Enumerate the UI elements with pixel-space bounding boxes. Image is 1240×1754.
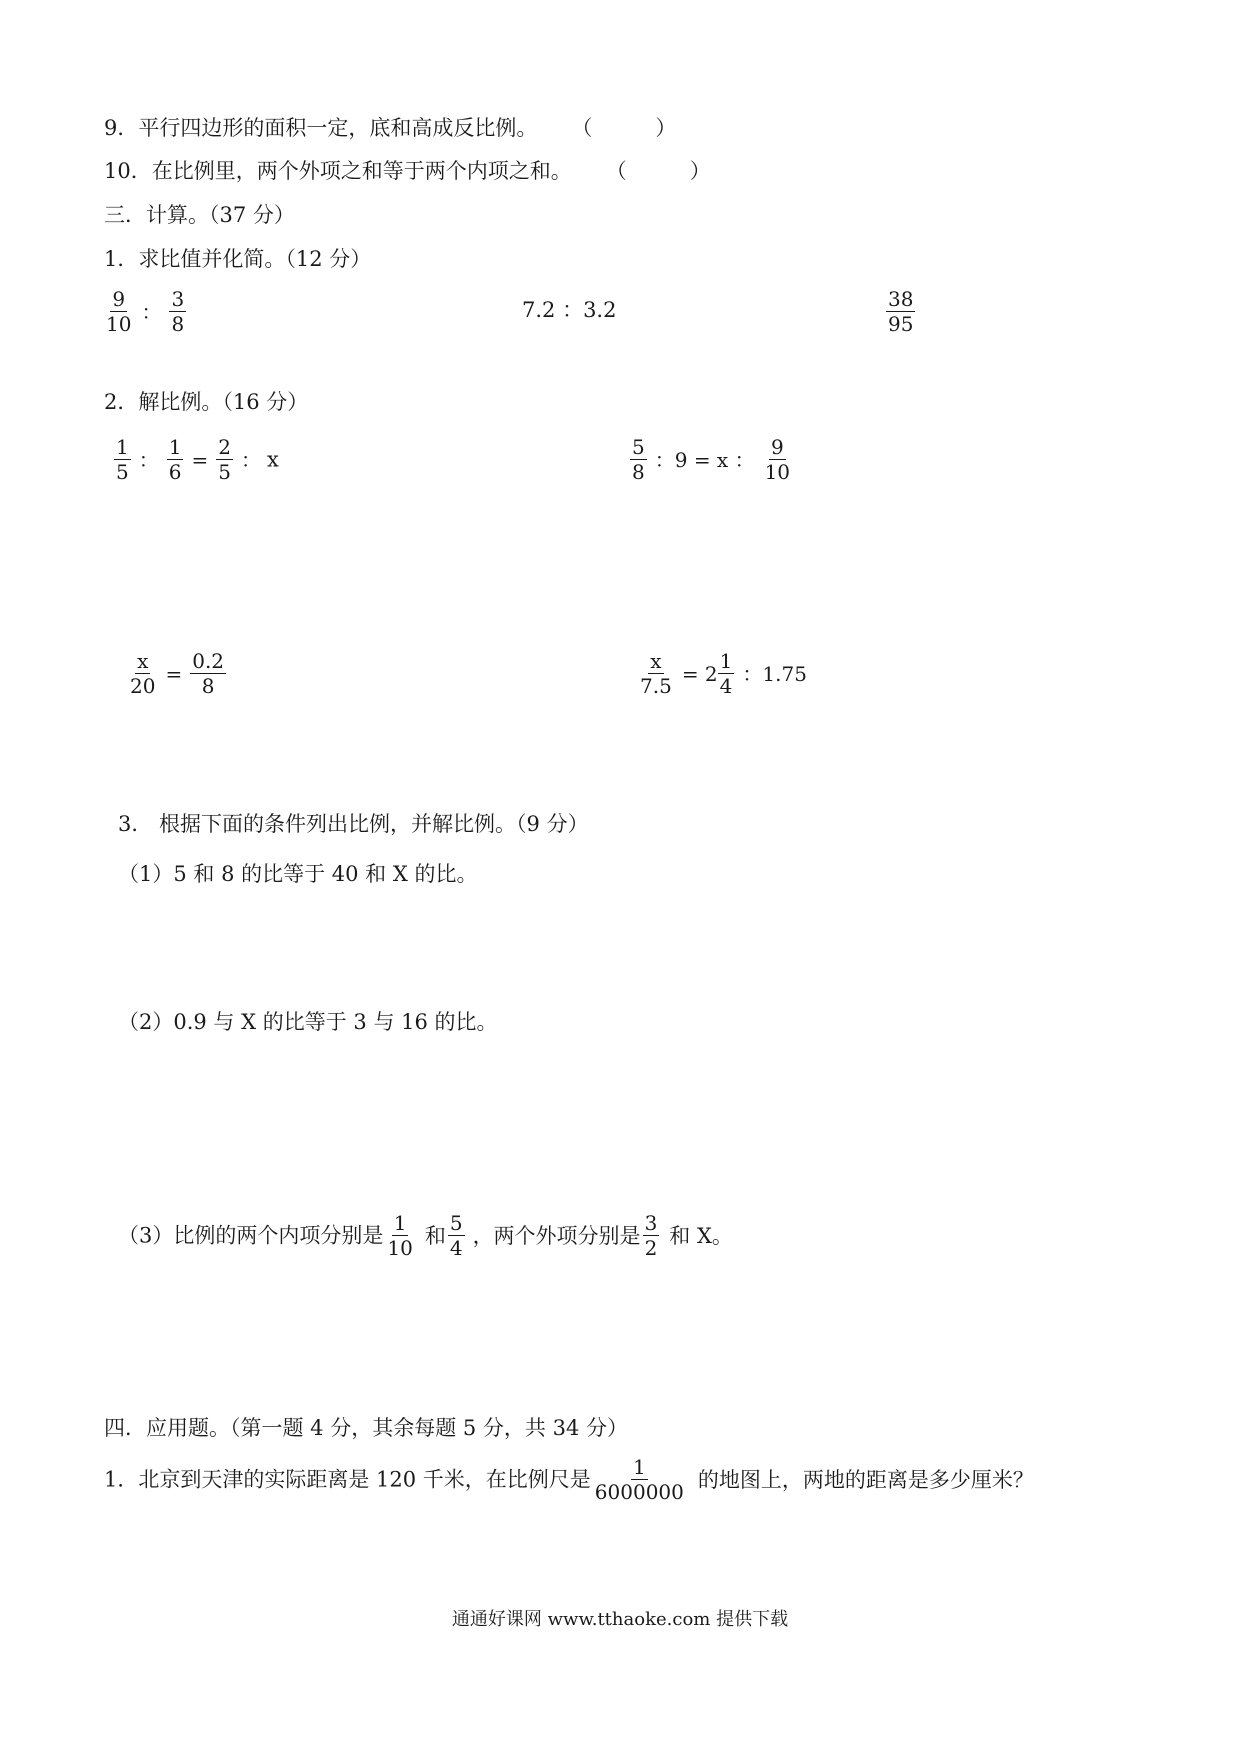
application-question-1: 1．北京到天津的实际距离是 120 千米，在比例尺是 $\frac{1}{6000000}$ 的地图上，两地的距离是多少厘米？ [104, 1455, 1034, 1504]
fraction: $\frac{3}{2}$ [644, 1211, 658, 1260]
fraction: $\frac{9}{10}$ [764, 435, 791, 484]
part-3-item-1: （1）5 和 8 的比等于 40 和 X 的比。 [118, 862, 478, 886]
fraction: $\frac{1}{5}$ [116, 435, 129, 484]
question-10-text: 10．在比例里，两个外项之和等于两个内项之和。 [104, 159, 572, 183]
part-3-item-2: （2）0.9 与 X 的比等于 3 与 16 的比。 [118, 1010, 498, 1034]
scale-fraction: $\frac{1}{6000000}$ [594, 1455, 684, 1504]
fraction: $\frac{1}{6}$ [168, 435, 182, 484]
proportion-equation-2: $\frac{5}{8}$ ：9 = x ： $\frac{9}{10}$ [632, 435, 791, 484]
page-footer: 通通好课网 www.tthaoke.com 提供下载 [451, 1609, 789, 1630]
section-3-title: 三．计算。（37 分） [104, 203, 295, 227]
question-9 [104, 114, 676, 142]
fraction: $\frac{5}{4}$ [449, 1211, 463, 1260]
colon: ： [141, 299, 162, 324]
ratio-expression-3 [884, 286, 917, 335]
fraction: $\frac{2}{5}$ [218, 435, 231, 484]
fraction: $\frac{x}{7.5}$ [640, 649, 672, 698]
part-3-item-3: （3）比例的两个内项分别是 $\frac{1}{10}$ 和 $\frac{5}{4}$ ，两个外项分别是 $\frac{3}{2}$ 和 X。 [118, 1211, 733, 1260]
ratio-expression-2: 7.2 ：3.2 [522, 298, 617, 322]
proportion-equation-4: $\frac{x}{7.5}$ = 2 $\frac{1}{4}$ ：1.75 [640, 649, 807, 698]
proportion-equation-3: $\frac{x}{20}$ = $\frac{0.2}{8}$ [130, 649, 225, 698]
proportion-equation-1: $\frac{1}{5}$ ： $\frac{1}{6}$ = $\frac{2}{5}$ ： x [116, 435, 279, 484]
fraction: $\frac{5}{8}$ [632, 435, 645, 484]
question-10 [104, 157, 711, 185]
fraction: $\frac{9}{10}$ [106, 287, 132, 336]
fraction: $\frac{3}{8}$ [171, 287, 185, 336]
fraction: $\frac{x}{20}$ [130, 649, 156, 698]
ratio-expression-1 [102, 286, 188, 336]
fraction: $\frac{0.2}{8}$ [192, 649, 225, 698]
section-4-title: 四．应用题。（第一题 4 分，其余每题 5 分，共 34 分） [104, 1416, 628, 1440]
question-9-answer-blank: （ ） [571, 116, 677, 140]
fraction: $\frac{1}{10}$ [387, 1211, 413, 1260]
part-3-title: 3． 根据下面的条件列出比例，并解比例。（9 分） [118, 812, 589, 836]
fraction: $\frac{1}{4}$ [719, 649, 733, 698]
question-9-text: 9．平行四边形的面积一定，底和高成反比例。 [104, 116, 538, 140]
part-2-title: 2．解比例。（16 分） [104, 390, 309, 414]
fraction: $\frac{38}{95}$ [888, 287, 914, 336]
part-1-title: 1．求比值并化简。（12 分） [104, 247, 372, 271]
question-10-answer-blank: （ ） [605, 159, 711, 183]
